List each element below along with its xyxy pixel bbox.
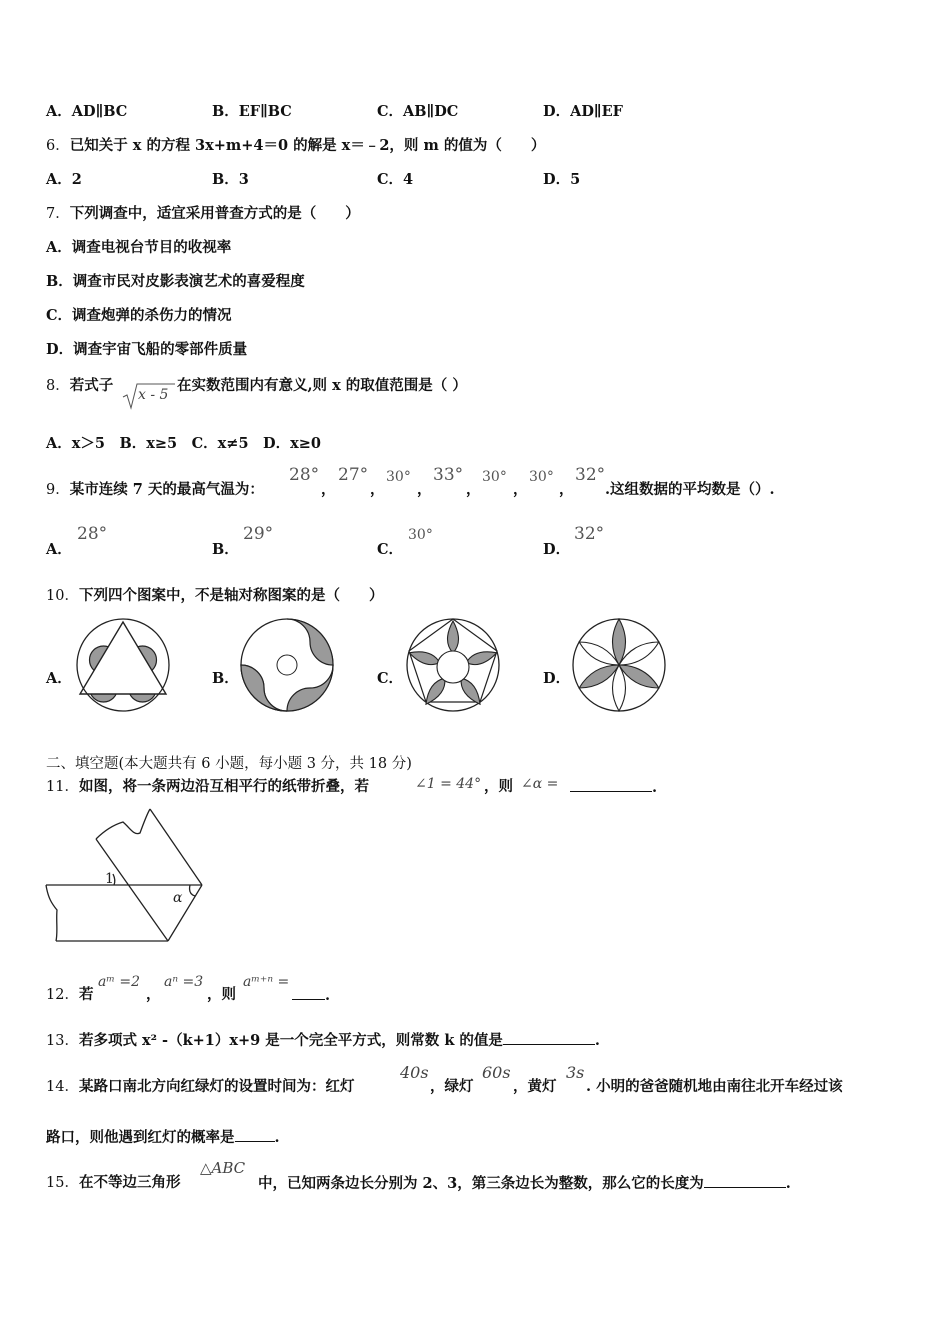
q9-option-c-value: 30° — [408, 527, 433, 543]
q14-pre: 某路口南北方向红绿灯的设置时间为：红灯 — [78, 1078, 355, 1095]
q5-option-d: D．AD∥EF — [543, 103, 623, 120]
q9-option-d-value: 32° — [574, 524, 605, 544]
q8-pre: 若式子 — [69, 377, 114, 394]
q9-option-c-letter: C． — [377, 541, 404, 558]
q12-mid: ，则 — [207, 986, 236, 1003]
q14-number: 14． — [46, 1079, 79, 1095]
q14-math-yellow: 3s — [566, 1063, 585, 1082]
q14-mid1: ，绿灯 — [430, 1078, 474, 1095]
q11-answer-blank[interactable] — [570, 777, 652, 792]
q15-pre: 在不等边三角形 — [78, 1174, 181, 1191]
q6-option-b: B．3 — [212, 171, 249, 188]
q5-option-b: B．EF∥BC — [212, 103, 292, 120]
q9-sep-6: ， — [559, 481, 574, 498]
q13-stem — [46, 1030, 600, 1051]
q9-temp-5: 30° — [482, 469, 507, 485]
q9-option-a-letter: A． — [46, 541, 72, 558]
q14-stem-pre — [46, 1077, 354, 1097]
q10-figure-d-flower — [570, 616, 668, 714]
q7-text: 下列调查中，适宜采用普查方式的是（ ） — [69, 205, 360, 222]
q11-figure-label-1: 1 — [105, 871, 114, 887]
q8-radicand: x - 5 — [138, 387, 169, 403]
q9-temp-3: 30° — [386, 469, 411, 485]
q9-temp-2: 27° — [338, 465, 369, 485]
q9-temp-4: 33° — [433, 465, 464, 485]
q10-figure-c-star-pentagon — [404, 616, 502, 714]
q5-option-c: C．AB∥DC — [377, 103, 459, 120]
q14-mid2: ，黄灯 — [513, 1078, 557, 1095]
q14-line2-text: 路口，则他遇到红灯的概率是 — [46, 1129, 235, 1146]
q10-option-b-letter: B． — [212, 670, 239, 687]
q9-number-pre — [46, 480, 264, 500]
q14-line2 — [46, 1127, 280, 1148]
q10-stem — [46, 586, 383, 606]
q12-end: . — [325, 987, 331, 1004]
q7-option-c: C．调查炮弹的杀伤力的情况 — [46, 307, 232, 324]
q11-number: 11． — [46, 779, 79, 795]
q10-option-a-letter: A． — [46, 670, 72, 687]
q14-math-green: 60s — [482, 1063, 511, 1082]
q11-figure-paper-fold — [44, 806, 216, 946]
q7-option-b: B．调查市民对皮影表演艺术的喜爱程度 — [46, 273, 305, 290]
q9-sep-4: ， — [466, 481, 481, 498]
q9-sep-2: ， — [370, 481, 385, 498]
q12-number: 12． — [46, 987, 79, 1003]
q10-option-d-letter: D． — [543, 670, 571, 687]
q8-options: A．x＞5 B．x≥5 C．x≠5 D．x≥0 — [46, 435, 322, 452]
q15-math-triangle: △ABC — [200, 1159, 246, 1177]
q9-sep-1: ， — [321, 481, 336, 498]
q9-temp-1: 28° — [289, 465, 320, 485]
q11-figure-label-alpha: α — [173, 890, 183, 906]
q9-sep-5: ， — [513, 481, 528, 498]
q11-answer — [570, 777, 657, 798]
q11-mid: ，则 — [484, 778, 513, 795]
q12-math-amn: aᵐ⁺ⁿ = — [243, 974, 290, 990]
q5-option-a: A．AD∥BC — [46, 103, 128, 120]
q10-text: 下列四个图案中，不是轴对称图案的是（ ） — [78, 587, 384, 604]
q12-pre: 若 — [78, 986, 94, 1003]
q9-option-d-letter: D． — [543, 541, 571, 558]
q9-temp-7: 32° — [575, 465, 606, 485]
q14-post: . 小明的爸爸随机地由南往北开车经过该 — [586, 1078, 843, 1095]
q15-answer-blank[interactable] — [704, 1173, 786, 1188]
q6-number: 6． — [46, 138, 70, 154]
q6-stem — [46, 136, 545, 156]
q10-number: 10． — [46, 588, 79, 604]
q10-figure-b-swirl — [238, 616, 336, 714]
q15-post-text: 中，已知两条边长分别为 2、3，第三条边长为整数，那么它的长度为 — [258, 1175, 704, 1192]
q11-math-alpha: ∠α = — [521, 776, 559, 792]
q15-post — [258, 1173, 791, 1194]
q13-end: . — [594, 1032, 600, 1049]
q13-number: 13． — [46, 1033, 79, 1049]
q14-answer-blank[interactable] — [235, 1127, 275, 1142]
section2-title: 二、填空题(本大题共有 6 小题，每小题 3 分，共 18 分) — [46, 756, 412, 772]
q8-number: 8． — [46, 378, 70, 394]
q6-text: 已知关于 x 的方程 3x+m+4＝0 的解是 x＝﹣2，则 m 的值为（ ） — [69, 137, 546, 154]
q12-answer-blank[interactable] — [292, 985, 325, 1000]
q13-text: 若多项式 x² -（k+1）x+9 是一个完全平方式，则常数 k 的值是 — [78, 1032, 503, 1049]
q15-end: . — [785, 1175, 791, 1192]
q9-number: 9． — [46, 482, 70, 498]
q9-pre: 某市连续 7 天的最高气温为： — [69, 481, 264, 498]
q12-math-am: aᵐ =2 — [98, 974, 141, 990]
q9-temp-6: 30° — [529, 469, 554, 485]
q15-number: 15． — [46, 1175, 79, 1191]
q9-option-b-value: 29° — [243, 524, 274, 544]
q11-stem-pre — [46, 777, 369, 797]
q7-option-d: D．调查宇宙飞船的零部件质量 — [46, 341, 248, 358]
q9-option-a-value: 28° — [77, 524, 108, 544]
q6-option-c: C．4 — [377, 171, 414, 188]
q9-post: .这组数据的平均数是（）. — [605, 481, 775, 498]
q10-option-c-letter: C． — [377, 670, 404, 687]
q7-option-a: A．调查电视台节目的收视率 — [46, 239, 232, 256]
q6-option-a: A．2 — [46, 171, 82, 188]
q10-figure-a-circle-triangle — [74, 616, 172, 714]
q9-option-b-letter: B． — [212, 541, 239, 558]
q12-stem-pre — [46, 985, 93, 1005]
q6-option-d: D．5 — [543, 171, 581, 188]
q11-pre: 如图，将一条两边沿互相平行的纸带折叠，若 — [78, 778, 369, 795]
q8-post: 在实数范围内有意义,则 x 的取值范围是（ ） — [177, 377, 467, 394]
q15-stem-pre — [46, 1173, 180, 1193]
q14-math-red: 40s — [400, 1063, 429, 1082]
q12-math-an: aⁿ =3 — [164, 974, 204, 990]
q7-stem — [46, 204, 360, 224]
q14-end: . — [274, 1129, 280, 1146]
q7-number: 7． — [46, 206, 70, 222]
q12-comma: ， — [146, 986, 161, 1003]
q11-end: . — [652, 779, 658, 796]
q11-math-angle1: ∠1 = 44° — [415, 776, 482, 792]
q9-sep-3: ， — [417, 481, 432, 498]
q8-number-pre — [46, 376, 113, 396]
q12-answer — [292, 985, 330, 1006]
q13-answer-blank[interactable] — [503, 1030, 595, 1045]
